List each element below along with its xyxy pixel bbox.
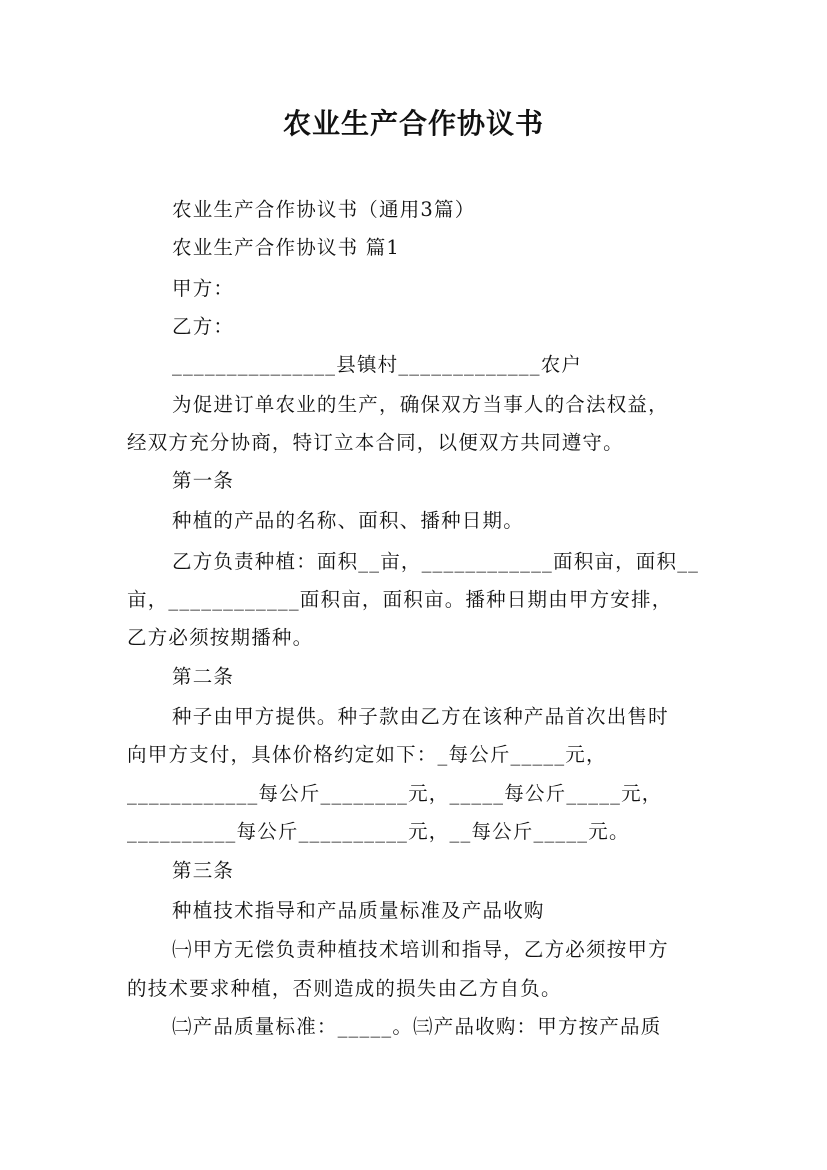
paragraph-line: 向甲方支付，具体价格约定如下：_每公斤_____元， bbox=[127, 743, 607, 766]
paragraph-line: ㈠甲方无偿负责种植技术培训和指导，乙方必须按甲方 bbox=[172, 938, 669, 961]
paragraph-line: ____________每公斤________元，_____每公斤_____元， bbox=[127, 782, 663, 805]
article-heading: 第一条 bbox=[172, 469, 235, 492]
paragraph-line: 种植技术指导和产品质量标准及产品收购 bbox=[172, 899, 545, 922]
section-heading: 农业生产合作协议书 篇1 bbox=[172, 236, 401, 259]
paragraph-line: 乙方必须按期播种。 bbox=[127, 626, 314, 649]
paragraph-line: 亩，____________面积亩，面积亩。播种日期由甲方安排， bbox=[127, 588, 673, 611]
paragraph-line: 的技术要求种植，否则造成的损失由乙方自负。 bbox=[127, 977, 562, 1000]
paragraph-line: 乙方负责种植：面积__亩，____________面积亩，面积__ bbox=[172, 550, 700, 573]
paragraph-line: 为促进订单农业的生产，确保双方当事人的合法权益， bbox=[172, 393, 669, 416]
party-a-line: 甲方： bbox=[172, 277, 235, 300]
party-b-line: 乙方： bbox=[172, 315, 235, 338]
subtitle-line: 农业生产合作协议书（通用3篇） bbox=[172, 198, 476, 221]
article-heading: 第二条 bbox=[172, 665, 235, 688]
article-heading: 第三条 bbox=[172, 859, 235, 882]
paragraph-line: 种植的产品的名称、面积、播种日期。 bbox=[172, 509, 524, 532]
paragraph-line: 种子由甲方提供。种子款由乙方在该种产品首次出售时 bbox=[172, 705, 669, 728]
paragraph-line: 经双方充分协商，特订立本合同，以便双方共同遵守。 bbox=[127, 431, 624, 454]
paragraph-line: ㈡产品质量标准：_____。㈢产品收购：甲方按产品质 bbox=[172, 1015, 662, 1038]
document-title: 农业生产合作协议书 bbox=[282, 107, 544, 140]
farmer-line: _______________县镇村_____________农户 bbox=[172, 353, 583, 376]
paragraph-line: __________每公斤__________元，__每公斤_____元。 bbox=[127, 820, 630, 843]
